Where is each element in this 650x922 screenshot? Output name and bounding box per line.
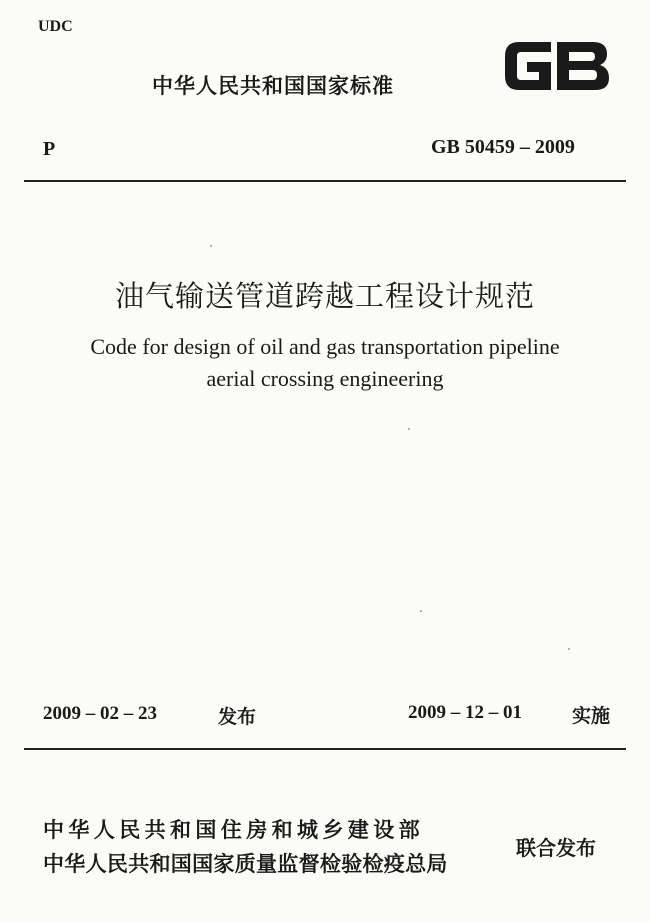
implementation-date: 2009 – 12 – 01: [408, 702, 522, 723]
bottom-divider: [24, 748, 626, 750]
implementation-label: 实施: [572, 705, 611, 727]
title-english-line1: Code for design of oil and gas transportation pipeline: [90, 334, 560, 359]
gb-logo-mark: [499, 36, 613, 96]
issue-label: 发布: [218, 706, 257, 728]
print-speck: [420, 610, 422, 612]
category-letter: P: [43, 138, 56, 160]
top-divider: [24, 180, 626, 182]
issue-date: 2009 – 02 – 23: [43, 703, 157, 724]
print-speck: [210, 245, 212, 247]
standard-type: 中华人民共和国国家标准: [152, 74, 394, 98]
print-speck: [408, 428, 410, 430]
issuer-department-2: 中华人民共和国国家质量监督检验检疫总局: [43, 852, 448, 876]
print-speck: [568, 648, 570, 650]
issuer-department-1: 中华人民共和国住房和城乡建设部: [43, 818, 424, 842]
standard-number: GB 50459 – 2009: [431, 136, 575, 158]
title-english-line2: aerial crossing engineering: [206, 366, 444, 391]
udc-label: UDC: [38, 18, 73, 35]
gb-logo: [499, 36, 613, 96]
joint-release-label: 联合发布: [516, 836, 596, 860]
title-chinese: 油气输送管道跨越工程设计规范: [114, 281, 535, 313]
